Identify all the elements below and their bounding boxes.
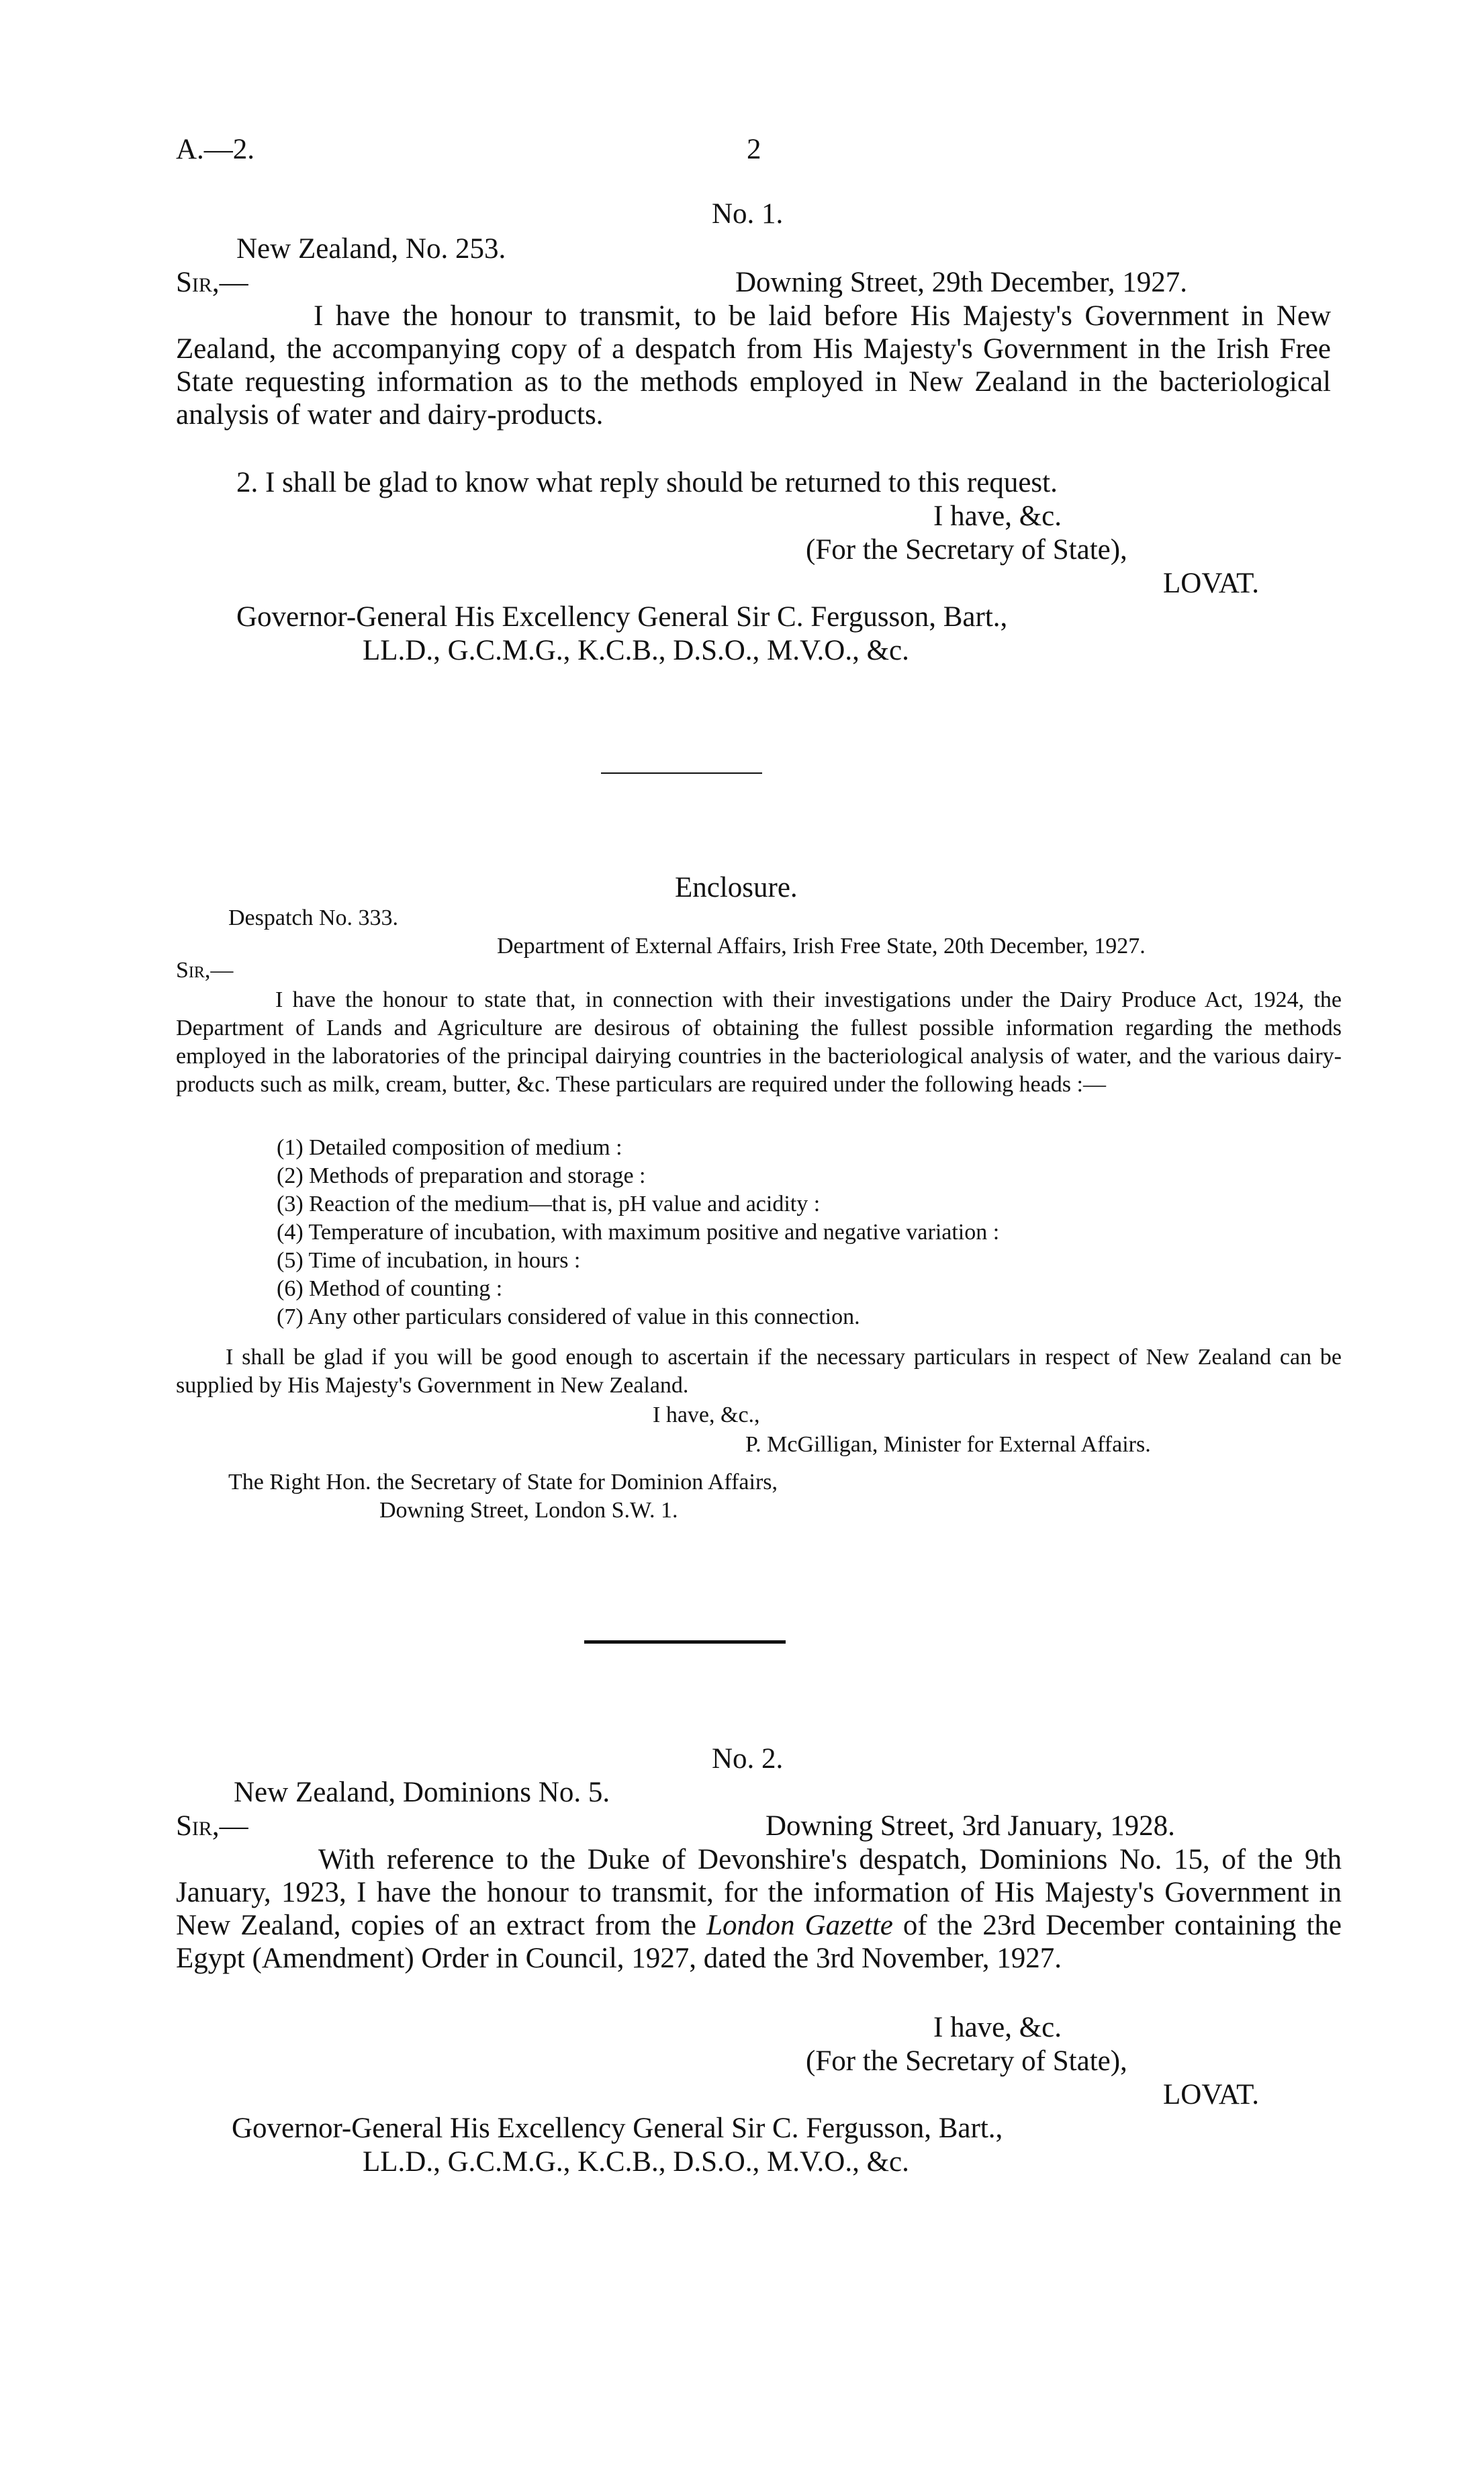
no1-paragraph-1: I have the honour to transmit, to be laid before His Majesty's Government in New Zealand, the accompanying copy of a despatch from His Majesty's Government in the Irish Free State requesting information as to the methods employed in New Zealand in the bacteriological analysis of water and dairy-products. <box>176 300 1331 431</box>
list-item: (6) Method of counting : <box>277 1276 503 1301</box>
no1-closing: I have, &c. <box>933 500 1062 532</box>
enclosure-place-date: Department of External Affairs, Irish Free State, 20th December, 1927. <box>497 934 1146 959</box>
no1-place-date: Downing Street, 29th December, 1927. <box>735 267 1187 298</box>
list-item: (1) Detailed composition of medium : <box>277 1135 622 1160</box>
list-item: (7) Any other particulars considered of value in this connection. <box>277 1304 860 1329</box>
no2-addressee-line-1: Governor-General His Excellency General Sir C. Fergusson, Bart., <box>232 2112 1003 2144</box>
no1-heading: No. 1. <box>712 198 784 230</box>
no2-signature-for: (For the Secretary of State), <box>806 2045 1127 2077</box>
list-item: (5) Time of incubation, in hours : <box>277 1248 581 1273</box>
section-divider <box>584 1640 786 1644</box>
no1-addressee-line-2: LL.D., G.C.M.G., K.C.B., D.S.O., M.V.O., &c. <box>363 635 909 666</box>
list-item: (3) Reaction of the medium—that is, pH value and acidity : <box>277 1192 821 1216</box>
no2-heading: No. 2. <box>712 1743 784 1775</box>
enclosure-addressee-line-1: The Right Hon. the Secretary of State for Dominion Affairs, <box>228 1470 778 1495</box>
no2-addressee-line-2: LL.D., G.C.M.G., K.C.B., D.S.O., M.V.O., &c. <box>363 2146 909 2178</box>
no2-paragraph <box>176 1843 1342 1975</box>
list-item: (4) Temperature of incubation, with maximum positive and negative variation : <box>277 1220 1000 1245</box>
enclosure-reference: Despatch No. 333. <box>228 905 399 930</box>
no2-paragraph-text-2: of the 23rd December containing the Egypt (Amendment) Order in Council, 1927, dated the 3rd November, 1927. <box>176 1910 1342 1974</box>
list-item: (2) Methods of preparation and storage : <box>277 1163 646 1188</box>
enclosure-addressee-line-2: Downing Street, London S.W. 1. <box>379 1498 678 1523</box>
no2-reference: New Zealand, Dominions No. 5. <box>234 1777 610 1808</box>
no1-reference: New Zealand, No. 253. <box>236 233 506 265</box>
enclosure-paragraph-1: I have the honour to state that, in connection with their investigations under the Dairy Produce Act, 1924, the Department of Lands and Agriculture are desirous of obtaining the fullest possible information regarding the methods employed in the laboratories of the principal dairying countries in the bacteriological analysis of water, and the various dairy-products such as milk, cream, butter, &c. These particulars are required under the following heads :— <box>176 987 1342 1097</box>
no2-paragraph-text-1: With reference to the Duke of Devonshire's despatch, Dominions No. 15, of the 9th January, 1923, I have the honour to transmit, for the information of His Majesty's Government in New Zealand, copies of an extract from the <box>176 1844 1342 1941</box>
enclosure-heading: Enclosure. <box>675 872 798 903</box>
no2-signature: LOVAT. <box>1163 2079 1259 2110</box>
no1-signature-for: (For the Secretary of State), <box>806 534 1127 566</box>
no2-closing: I have, &c. <box>933 2012 1062 2043</box>
document-reference: A.—2. <box>176 134 255 165</box>
enclosure-paragraph-2: I shall be glad if you will be good enough to ascertain if the necessary particulars in respect of New Zealand can be supplied by His Majesty's Government in New Zealand. <box>176 1345 1342 1398</box>
page-number: 2 <box>747 134 761 165</box>
section-divider <box>601 772 762 774</box>
no2-place-date: Downing Street, 3rd January, 1928. <box>766 1810 1175 1842</box>
enclosure-salutation: Sir,— <box>176 958 234 983</box>
enclosure-signature: P. McGilligan, Minister for External Affairs. <box>745 1432 1151 1457</box>
london-gazette-title: London Gazette <box>706 1910 893 1941</box>
enclosure-heads-list <box>277 1134 999 1331</box>
no1-salutation: Sir,— <box>176 267 248 298</box>
no2-salutation: Sir,— <box>176 1810 248 1842</box>
no1-signature: LOVAT. <box>1163 568 1259 599</box>
no1-paragraph-2: 2. I shall be glad to know what reply should be returned to this request. <box>236 467 1058 498</box>
no1-addressee-line-1: Governor-General His Excellency General Sir C. Fergusson, Bart., <box>236 601 1008 633</box>
enclosure-closing: I have, &c., <box>653 1403 760 1427</box>
